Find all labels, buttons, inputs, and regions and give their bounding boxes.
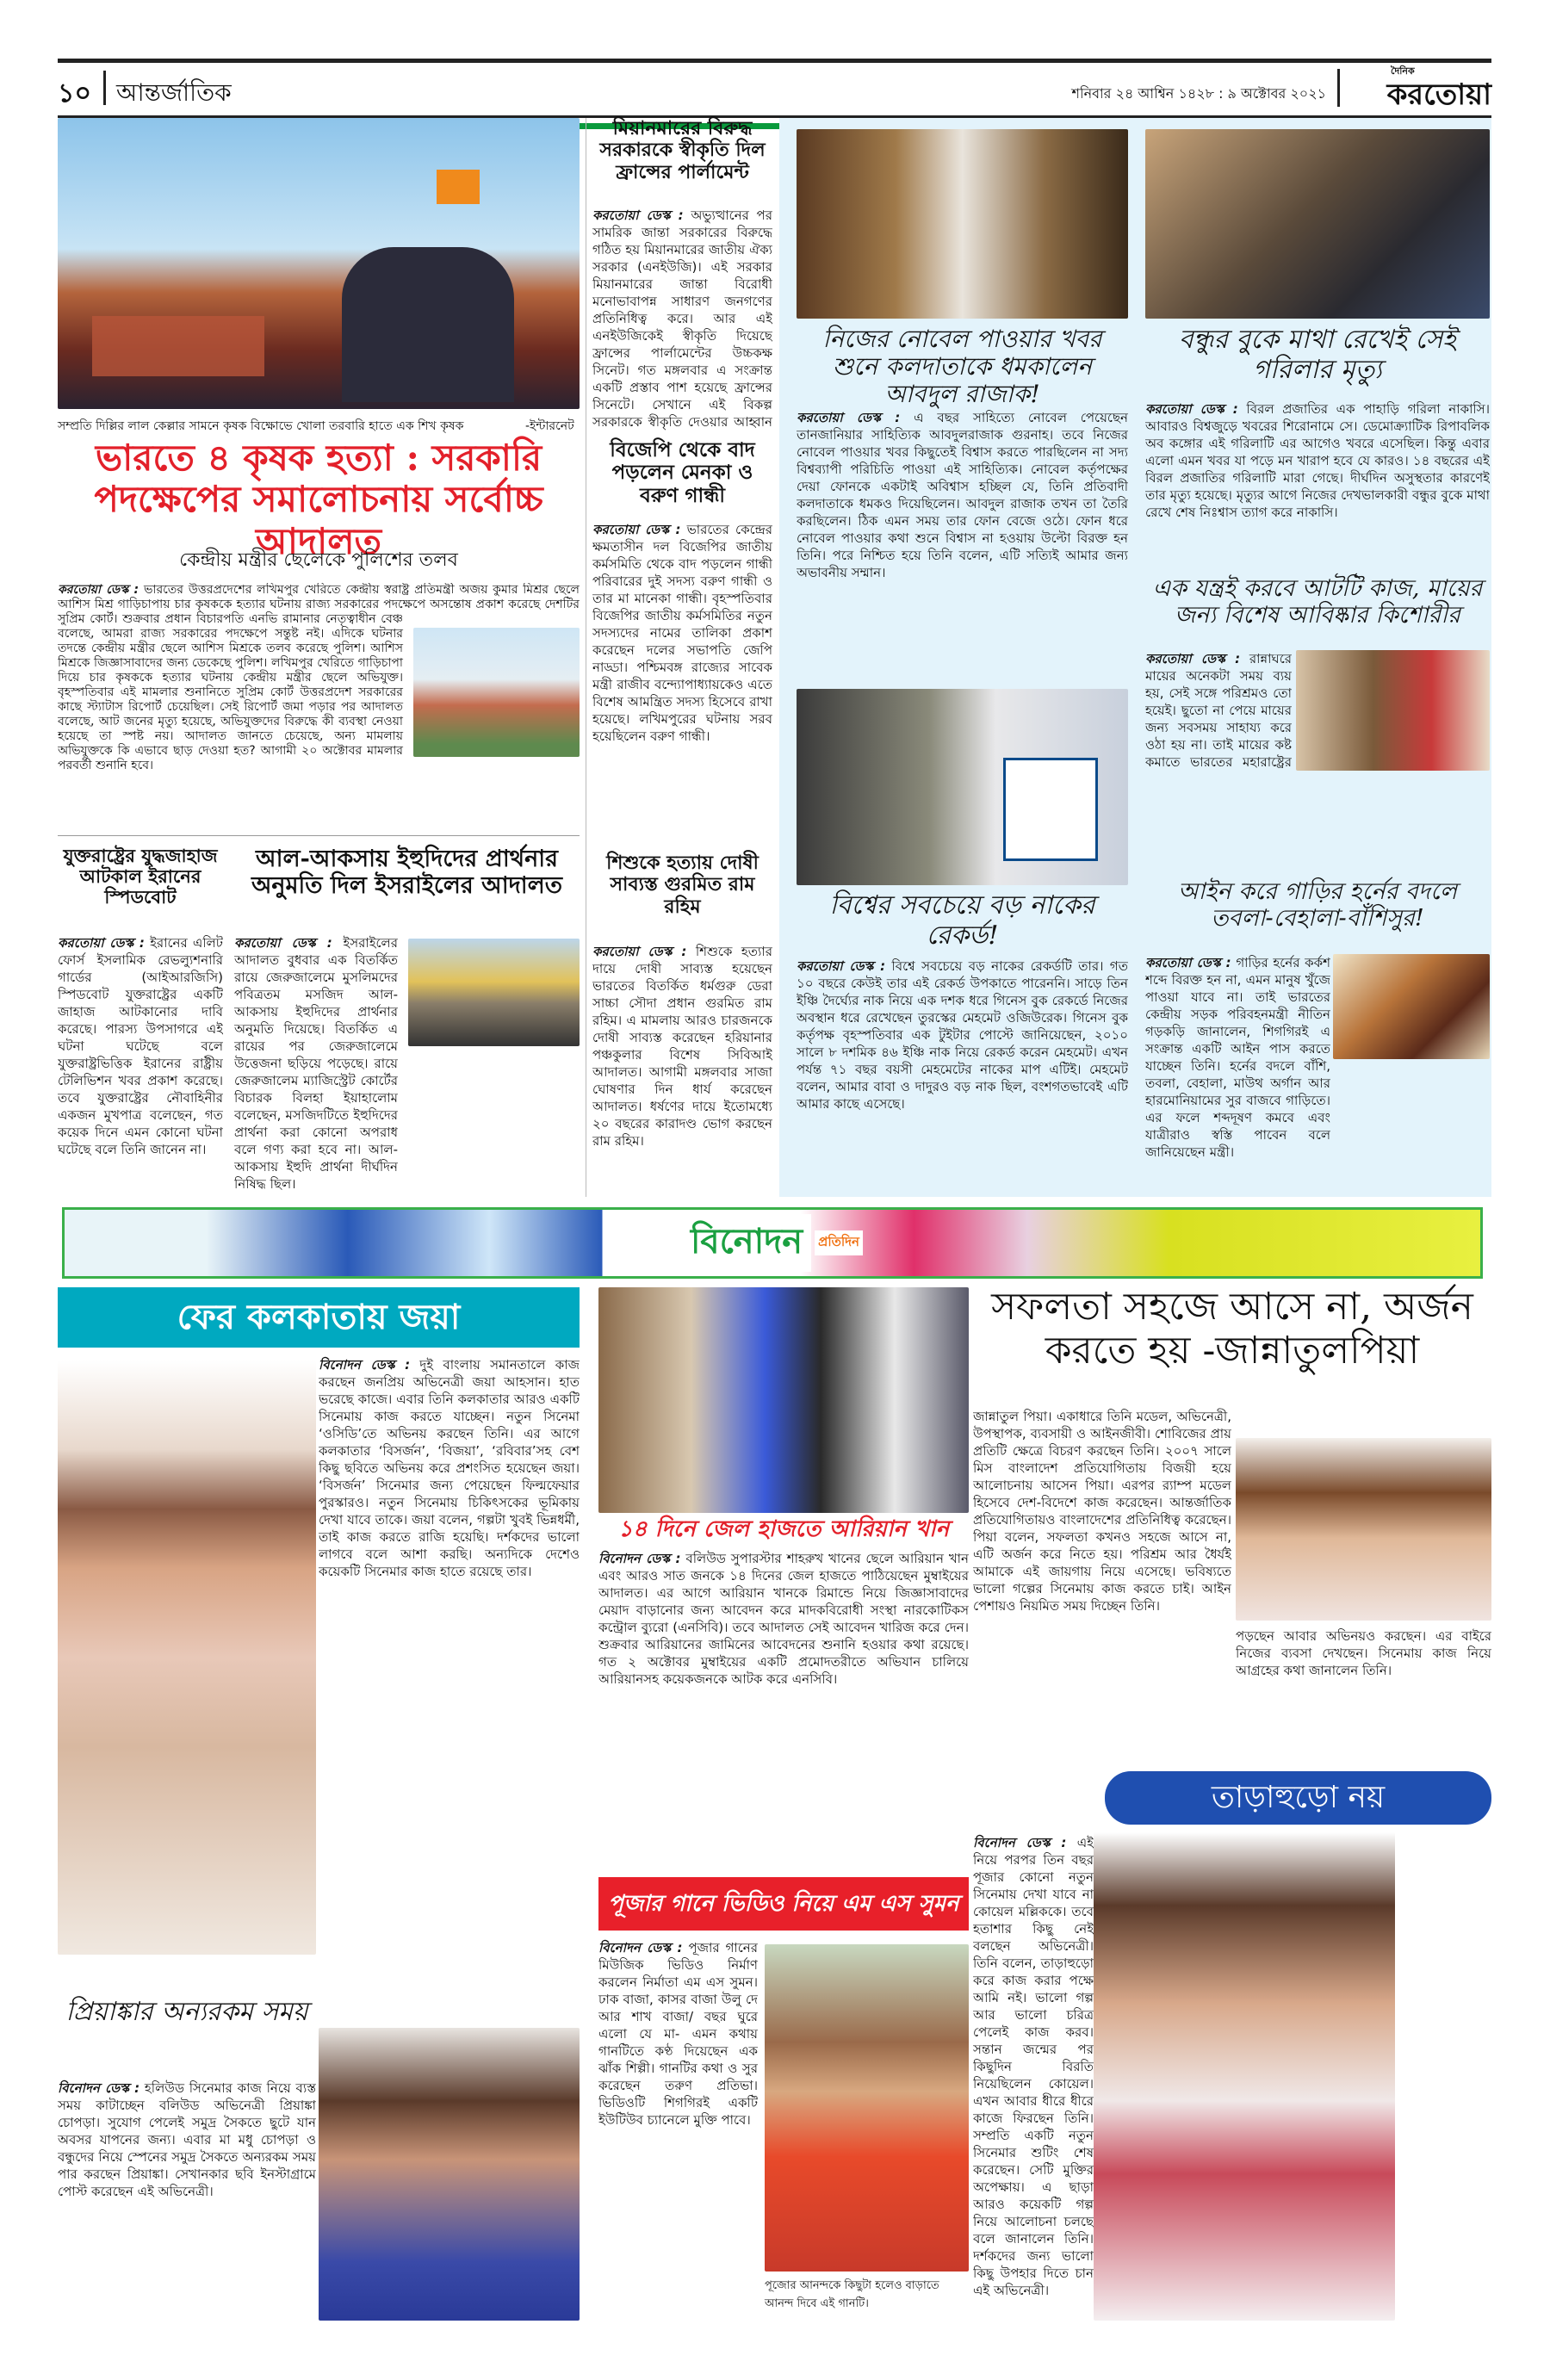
entertainment-banner <box>62 1207 1483 1279</box>
story-headline: আল-আকসায় ইহুদিদের প্রার্থনার অনুমতি দিল ইসরাইলের আদালত <box>251 846 562 900</box>
story-body <box>592 207 772 431</box>
dateline: বিনোদন ডেস্ক : <box>973 1835 1067 1850</box>
story-body <box>598 1550 969 1869</box>
lead-subheadline: কেন্দ্রীয় মন্ত্রীর ছেলেকে পুলিশের তলব <box>179 549 458 571</box>
story-headline: বিজেপি থেকে বাদ পড়লেন মেনকা ও বরুণ গান্ধী <box>610 438 755 507</box>
dateline: করতোয়া ডেস্ক : <box>58 935 145 951</box>
ms-sumon-photo <box>765 1944 969 2272</box>
dateline: বিনোদন ডেস্ক : <box>58 2080 140 2096</box>
dateline: করতোয়া ডেস্ক : <box>1145 651 1241 666</box>
story-headline-box: পূজার গানে ভিডিও নিয়ে এম এস সুমন <box>598 1877 969 1931</box>
story-body <box>234 934 398 1197</box>
dateline: করতোয়া ডেস্ক : <box>797 410 901 425</box>
dateline: করতোয়া ডেস্ক : <box>592 522 681 537</box>
story-body-text: গাড়ির হর্নের কর্কশ শব্দে বিরক্ত হন না, এমন মানুষ খুঁজে পাওয়া যাবে না। তাই ভারতের কেন্দ্রীয় সড়ক পরিবহনমন্ত্রী নীতিন গড়কড়ি জানালেন, শিগগিরই এ সংক্রান্ত একটি আইন পাস করতে যাচ্ছেন তিনি। হর্নের বদলে বাঁশি, তবলা, বেহালা, মাউথ অর্গান আর হারমোনিয়ামের সুর বাজবে গাড়িতে। এর ফলে শব্দদূষণ কমবে এবং যাত্রীরাও স্বস্তি পাবেন বলে জানিয়েছেন মন্ত্রী। <box>1145 955 1330 1160</box>
story-body-cont <box>1399 1834 1491 2321</box>
story-body-text: জান্নাতুল পিয়া। একাধারে তিনি মডেল, অভিনেত্রী, উপস্থাপক, ব্যবসায়ী ও আইনজীবী। শোবিজের প্রায় প্রতিটি ক্ষেত্রে বিচরণ করছেন তিনি। ২০০৭ সালে মিস বাংলাদেশ প্রতিযোগিতায় বিজয়ী হয়ে আলোচনায় আসেন পিয়া। এরপর র‌্যাম্প মডেল হিসেবে দেশ-বিদেশে কাজ করেছেন। আন্তর্জাতিক প্রতিযোগিতায়ও বাংলাদেশের প্রতিনিধিত্ব করেছেন। পিয়া বলেন, সফলতা কখনও সহজে আসে না, এটি অর্জন করে নিতে হয়। পরিশ্রম আর ধৈর্যই আমাকে এই জায়গায় নিয়ে এসেছে। ভবিষ্যতে ভালো গল্পের সিনেমায় কাজ করতে চাই। আইন পেশায়ও নিয়মিত সময় দিচ্ছেন তিনি। <box>973 1409 1231 1614</box>
logo-text: করতোয়া <box>1386 77 1491 112</box>
story-body-text: অভ্যুত্থানের পর সামরিক জান্তা সরকারের বিরুদ্ধে গঠিত হয় মিয়ানমারের জাতীয় ঐক্য সরকার (এনইউজি)। এই সরকার মিয়ানমারের জান্তা বিরোধী মনোভাবাপন্ন সাধারণ জনগণের প্রতিনিধিত্ব করে। আর এই এনইউজিকেই স্বীকৃতি দিয়েছে ফ্রান্সের পার্লামেন্টের উচ্চকক্ষ সিনেট। গত মঙ্গলবার এ সংক্রান্ত একটি প্রস্তাব পাশ হয়েছে ফ্রান্সের সিনেটে। সেখানে এই বিকল্প সরকারকে স্বীকৃতি দেওয়ার আহ্বান <box>592 208 772 430</box>
story-body-text: ভারতের কেন্দ্রের ক্ষমতাসীন দল বিজেপির জাতীয় কর্মসমিতি থেকে বাদ পড়লেন গান্ধী পরিবারের দুই সদস্য বরুণ গান্ধী ও তার মা মানেকা গান্ধী। বৃহস্পতিবার বিজেপির জাতীয় কর্মসমিতির নতুন সদস্যদের নামের তালিকা প্রকাশ করেছেন দলের সভাপতি জেপি নাড্ডা। পশ্চিমবঙ্গ রাজ্যের সাবেক মন্ত্রী রাজীব বন্দ্যোপাধ্যায়কেও এতে বিশেষ আমন্ত্রিত সদস্য হিসেবে রাখা হয়েছে। লখিমপুরের ঘটনায় সরব হয়েছিলেন বরুণ গান্ধী। <box>592 522 772 744</box>
story-headline: ১৪ দিনে জেল হাজতে আরিয়ান খান <box>617 1516 950 1542</box>
priyanka-chopra-photo <box>319 2028 580 2321</box>
jannatul-piya-photo <box>1236 1438 1491 1621</box>
story-headline: এক যন্ত্রই করবে আটটি কাজ, মায়ের জন্য বিশেষ আবিষ্কার কিশোরীর <box>1152 575 1483 629</box>
story-body <box>598 1939 758 2322</box>
story-headline: মিয়ানমারের বিরুদ্ধ সরকারকে স্বীকৃতি দিল ফ্রান্সের পার্লামেন্ট <box>599 117 766 183</box>
crowd-shape <box>342 247 514 402</box>
story-headline-box: ফের কলকাতায় জয়া <box>58 1287 580 1348</box>
lead-photo-credit: -ইন্টারনেট <box>525 419 574 433</box>
musical-instruments-photo <box>1333 954 1490 1059</box>
story-body <box>58 934 223 1197</box>
story-body-text: বিরল প্রজাতির এক পাহাড়ি গরিলা নাকাসি। আবারও বিশ্বজুড়ে খবরের শিরোনামে সে। ডেমোক্র্যাটিক রিপাবলিক অব কঙ্গোর এই গরিলাটি এর আগেও খবরে এসেছিল। কিন্তু এবার এলো এমন খবর যা পড়ে মন খারাপ হবে যে কারও। ১৪ বছরের এই বিরল প্রজাতির গরিলাটি মারা গেছে। দীর্ঘদিন অসুস্থতার কারণেই তার মৃত্যু হয়েছে। মৃত্যুর আগে নিজের দেখভালকারী বন্ধুর বুকে মাথা রেখে শেষ নিঃশ্বাস ত্যাগ করে নাকাসি। <box>1145 401 1490 520</box>
story-headline: প্রিয়াঙ্কার অন্যরকম সময় <box>65 1997 308 2027</box>
story-body <box>592 521 772 840</box>
koel-mallick-photo <box>1094 1832 1395 2321</box>
story-body <box>1145 400 1490 568</box>
kitchen-machine-photo <box>1296 650 1490 771</box>
dateline: করতোয়া ডেস্ক : <box>592 944 687 959</box>
date-line: শনিবার ২৪ আশ্বিন ১৪২৮ : ৯ অক্টোবর ২০২১ <box>1071 85 1326 102</box>
story-headline: বিশ্বের সবচেয়ে বড় নাকের রেকর্ড! <box>829 890 1095 951</box>
story-body-cont <box>1145 775 1490 870</box>
story-body-text: শিশুকে হত্যার দায়ে দোষী সাব্যস্ত হয়েছেন ভারতের বিতর্কিত ধর্মগুরু ডেরা সাচ্চা সৌদা প্রধান গুরমিত রাম রহিম। এ মামলায় আরও চারজনকে দোষী সাব্যস্ত করেছেন হরিয়ানার পঞ্চকুলার বিশেষ সিবিআই আদালত। আগামী মঙ্গলবার সাজা ঘোষণার দিন ধার্য করেছেন আদালত। ধর্ষণের দায়ে ইতোমধ্যে ২০ বছরের কারাদণ্ড ভোগ করছেন রাম রহিম। <box>592 944 772 1149</box>
story-body-text: এ বছর সাহিত্যে নোবেল পেয়েছেন তানজানিয়ার সাহিত্যিক আবদুলরাজাক গুরনাহ। তবে নিজের নোবেল পাওয়ার খবর কিছুতেই বিশ্বাস করতে পারছিলেন না সদ্য বিশ্বব্যাপী পরিচিতি পাওয়া এই সাহিত্যিক। নোবেল কর্তৃপক্ষের দেয়া ফোনকে একটাই অবিশ্বাস হচ্ছিল যে, তিনি প্রতিবাদী কলদাতাকে ধমকও দিয়েছিলেন। আবদুল রাজাক তখন তা তৈরি করছিলেন। ঠিক এমন সময় তার ফোন বেজে ওঠে। ফোন ধরে নোবেল পাওয়ার কথা শুনে বিশ্বাস না হওয়ায় উল্টো বিরক্ত হন তিনি। পরে নিশ্চিত হয়ে তিনি বলেন, এটি সত্যিই আমার জন্য অভাবনীয় সম্মান। <box>797 410 1128 580</box>
story-body-text: হলিউড সিনেমার কাজ নিয়ে ব্যস্ত সময় কাটাচ্ছেন বলিউড অভিনেত্রী প্রিয়াঙ্কা চোপড়া। সুযোগ পেলেই সমুদ্র সৈকতে ছুটে যান অবসর যাপনের জন্য। এবার মা মধু চোপড়া ও বন্ধুদের নিয়ে স্পেনের সমুদ্র সৈকতে অন্যরকম সময় পার করছেন প্রিয়াঙ্কা। সেখানকার ছবি ইনস্টাগ্রামে পোস্ট করেছেন এই অভিনেত্রী। <box>58 2080 316 2199</box>
al-aqsa-photo <box>408 939 580 1046</box>
jaya-ahsan-photo <box>58 1360 316 1955</box>
logo-small: দৈনিক <box>1391 65 1415 77</box>
lead-photo-caption: সম্প্রতি দিল্লির লাল কেল্লার সামনে কৃষক বিক্ষোভে খোলা তরবারি হাতে এক শিখ কৃষক <box>58 419 464 433</box>
page-number: ১০ <box>58 78 91 108</box>
masthead-logo <box>1356 64 1491 112</box>
story-body-text: ইসরাইলের আদালত বুধবার এক বিতর্কিত রায়ে জেরুজালেমে মুসলিমদের পবিত্রতম মসজিদ আল-আকসায় ইহুদিদের প্রার্থনার অনুমতি দিয়েছে। বিতর্কিত এ রায়ের পর জেরুজালেমে উত্তেজনা ছড়িয়ে পড়েছে। রায়ে জেরুজালেম ম্যাজিস্ট্রেট কোর্টের বিচারক বিলহা ইয়াহালোম বলেছেন, মসজিদটিতে ইহুদিদের প্রার্থনা করা কোনো অপরাধ বলে গণ্য করা হবে না। আল-আকসায় ইহুদি প্রার্থনা দীর্ঘদিন নিষিদ্ধ ছিল। <box>234 935 398 1192</box>
story-body-text: পূজার গানের মিউজিক ভিডিও নির্মাণ করলেন নির্মাতা এম এস সুমন। ঢাক বাজা, কাসর বাজা উলু দে আর শাখ বাজা/ বছর ঘুরে এলো যে মা- এমন কথায় গানটিতে কণ্ঠ দিয়েছেন এক ঝাঁক শিল্পী। গানটির কথা ও সুর করেছেন তরুণ প্রতিভা। ভিডিওটি শিগগিরই একটি ইউটিউব চ্যানেলে মুক্তি পাবে। <box>598 1940 758 2128</box>
story-headline: নিজের নোবেল পাওয়ার খবর শুনে কলদাতাকে ধমকালেন আবদুল রাজাক! <box>822 325 1102 409</box>
dateline: করতোয়া ডেস্ক : <box>234 935 332 951</box>
story-body <box>58 2079 316 2321</box>
story-headline: বন্ধুর বুকে মাথা রেখেই সেই গরিলার মৃত্যু <box>1179 325 1456 385</box>
story-body-cont <box>408 1052 580 1197</box>
story-headline: যুক্তরাষ্ট্রের যুদ্ধজাহাজ আটকাল ইরানের স্পিডবোট <box>63 845 218 908</box>
dateline: বিনোদন ডেস্ক : <box>598 1551 681 1566</box>
story-headline: আইন করে গাড়ির হর্নের বদলে তবলা-বেহালা-বাঁশিসুর! <box>1177 878 1458 933</box>
dateline: বিনোদন ডেস্ক : <box>319 1357 411 1373</box>
lead-body <box>58 583 580 828</box>
story-body <box>1145 954 1330 1195</box>
abdulrazak-gurnah-photo <box>797 129 1128 319</box>
red-fort-shape <box>92 316 264 376</box>
flag-shape <box>437 170 480 204</box>
dateline: বিনোদন ডেস্ক : <box>598 1940 683 1955</box>
lead-body-text: ভারতের উত্তরপ্রদেশের লখিমপুর খেরিতে কেন্দ্রীয় স্বরাষ্ট্র প্রতিমন্ত্রী অজয় কুমার মিশ্রর ছেলে আশিস মিশ্র গাড়িচাপায় চার কৃষককে হত্যার ঘটনায় রাজ্য সরকারের পদক্ষেপে অসন্তোষ প্রকাশ করেছে দেশটির সুপ্রিম কোর্ট। শুক্রবার প্রধান বিচারপতি এনভি রামানার নেতৃত্বাধীন বেঞ্চ বলেছে, আমরা রাজ্য সরকারের পদক্ষেপে সন্তুষ্ট নই। এদিকে ঘটনার তদন্তে কেন্দ্রীয় মন্ত্রীর ছেলে আশিস মিশ্রকে তলব করেছে পুলিশ। আশিস মিশ্রকে জিজ্ঞাসাবাদের জন্য ডেকেছে পুলিশ। লখিমপুর খেরিতে গাড়িচাপা দিয়ে চার কৃষককে হত্যার ঘটনায় কেন্দ্রীয় মন্ত্রীর ছেলে অভিযুক্ত। বৃহস্পতিবার এই মামলার শুনানিতে সুপ্রিম কোর্ট উত্তরপ্রদেশ সরকারের কাছে স্ট্যাটাস রিপোর্ট চেয়েছিল। সেই রিপোর্ট জমা পড়ার পর আদালত বলেছে, আট জনের মৃত্যু হয়েছে, অভিযুক্তদের বিরুদ্ধে কী ব্যবস্থা নেওয়া হয়েছে তা স্পষ্ট নয়। আদালত জানতে চেয়েছে, অন্য মামলায় অভিযুক্তকে কি এভাবে ছাড় দেওয়া হত? আগামী ২০ অক্টোবর মামলার পরবর্তী শুনানি হবে। <box>58 583 580 772</box>
mehmet-ozyurek-photo <box>797 689 1128 885</box>
story-headline: সফলতা সহজে আসে না, অর্জন করতে হয় -জান্নাতুলপিয়া <box>991 1285 1473 1373</box>
lead-headline: ভারতে ৪ কৃষক হত্যা : সরকারি পদক্ষেপের সমালোচনায় সর্বোচ্চ আদালত <box>94 437 543 562</box>
story-body-text: দুই বাংলায় সমানতালে কাজ করছেন জনপ্রিয় অভিনেত্রী জয়া আহসান। হাত ভরেছে কাজে। এবার তিনি কলকাতার আরও একটি সিনেমায় কাজ করতে যাচ্ছেন। নতুন সিনেমা ‘ওসিডি’তে অভিনয় করছেন তিনি। এর আগে কলকাতার ‘বিসর্জন’, ‘বিজয়া’, ‘রবিবার’সহ বেশ কিছু ছবিতে অভিনয় করে প্রশংসিত হয়েছেন জয়া। ‘বিসর্জন’ সিনেমার জন্য পেয়েছেন ফিল্মফেয়ার পুরস্কারও। নতুন সিনেমায় চিকিৎসকের ভূমিকায় দেখা যাবে তাকে। জয়া বলেন, গল্পটা খুবই ভিন্নধর্মী, তাই কাজ করতে রাজি হয়েছি। দর্শকদের ভালো লাগবে বলে আশা করছি। অন্যদিকে দেশেও কয়েকটি সিনেমার কাজ হাতে রয়েছে তার। <box>319 1357 580 1579</box>
story-body <box>592 943 772 1197</box>
story-body <box>973 1834 1094 2321</box>
story-body <box>319 1356 580 1976</box>
story-body-text: রান্নাঘরে মায়ের অনেকটা সময় ব্যয় হয়, সেই সঙ্গে পরিশ্রমও তো হয়েই। ছুতো না পেয়ে মায়ের জন্য সবসময় সাহায্য করে ওঠা হয় না। তাই মায়ের কষ্ট কমাতে ভারতের মহারাষ্ট্রের <box>1145 651 1292 770</box>
dateline: করতোয়া ডেস্ক : <box>1145 955 1231 970</box>
story-body-text: বিশ্বে সবচেয়ে বড় নাকের রেকর্ডটি তার। গত ১০ বছরে কেউই তার এই রেকর্ড উপকাতে পারেননি। সাড়ে তিন ইঞ্চি দৈর্ঘ্যের নাক নিয়ে এক দশক ধরে গিনেস বুক রেকর্ডে নিজের অবস্থান ধরে রেখেছেন তুরস্কের মেহমেট ওজিউরেক। গিনেস বুক কর্তৃপক্ষ বৃহস্পতিবার এক টুইটার পোস্টে জানিয়েছেন, ২০১০ সালে ৮ দশমিক ৪৬ ইঞ্চি নাক নিয়ে রেকর্ড করেন মেহমেট। এখন পর্যন্ত ৭১ বছর বয়সী মেহমেটের নাকের মাপ এটিই। মেহমেট বলেন, আমার বাবা ও দাদুরও বড় নাক ছিল, বংশগতভাবেই এটি আমার কাছে এসেছে। <box>797 958 1128 1112</box>
dateline: করতোয়া ডেস্ক : <box>58 583 140 597</box>
photo-caption: পড়ছেন আবার অভিনয়ও করছেন। এর বাইরে নিজের ব্যবসা দেখছেন। সিনেমায় কাজ নিয়ে আগ্রহের কথা জানালেন তিনি। <box>1236 1628 1491 1678</box>
dateline: করতোয়া ডেস্ক : <box>592 208 684 223</box>
story-body-text: এই নিয়ে পরপর তিন বছর পূজার কোনো নতুন সিনেমায় দেখা যাবে না কোয়েল মল্লিককে। তবে হতাশার কিছু নেই বলছেন অভিনেত্রী। তিনি বলেন, তাড়াহুড়ো করে কাজ করার পক্ষে আমি নই। ভালো গল্প আর ভালো চরিত্র পেলেই কাজ করব। সন্তান জন্মের পর কিছুদিন বিরতি নিয়েছিলেন কোয়েল। এখন আবার ধীরে ধীরে কাজে ফিরছেন তিনি। সম্প্রতি একটি নতুন সিনেমার শুটিং শেষ করেছেন। সেটি মুক্তির অপেক্ষায়। এ ছাড়া আরও কয়েকটি গল্প নিয়ে আলোচনা চলছে বলে জানালেন তিনি। দর্শকদের জন্য ভালো কিছু উপহার দিতে চান এই অভিনেত্রী। <box>973 1835 1094 2298</box>
dateline: করতোয়া ডেস্ক : <box>1145 401 1238 417</box>
story-body-text: ইরানের এলিট ফোর্স ইসলামিক রেভল্যুশনারি গার্ডের (আইআরজিসি) স্পিডবোট যুক্তরাষ্ট্রের একটি জাহাজ আটকানোর দাবি করেছে। পারস্য উপসাগরে এই ঘটনা ঘটেছে বলে যুক্তরাষ্ট্রভিত্তিক ইরানের রাষ্ট্রীয় টেলিভিশন খবর প্রকাশ করেছে। তবে যুক্তরাষ্ট্রের নৌবাহিনীর একজন মুখপাত্র বলেছেন, গত কয়েক দিনে এমন কোনো ঘটনা ঘটেছে বলে তিনি জানেন না। <box>58 935 223 1157</box>
aryan-khan-photo <box>598 1287 969 1513</box>
story-body-text: বলিউড সুপারস্টার শাহরুখ খানের ছেলে আরিয়ান খান এবং আরও সাত জনকে ১৪ দিনের জেল হাজতে পাঠিয়েছেন মুম্বাইয়ের আদালত। এর আগে আরিয়ান খানকে রিমান্ডে নিয়ে জিজ্ঞাসাবাদের মেয়াদ বাড়ানোর জন্য আবেদন করে মাদকবিরোধী সংস্থা নারকোটিকস কন্ট্রোল ব্যুরো (এনসিবি)। তবে আদালত সেই আবেদন খারিজ করে দেন। শুক্রবার আরিয়ানের জামিনের আবেদনের শুনানি হওয়ার কথা রয়েছে। গত ২ অক্টোবর মুম্বাইয়ের একটি প্রমোদতরীতে অভিযান চালিয়ে আরিয়ানসহ কয়েকজনকে আটক করে এনসিবি। <box>598 1551 969 1687</box>
dateline: করতোয়া ডেস্ক : <box>797 958 886 974</box>
banner-subtitle: প্রতিদিন <box>815 1230 863 1255</box>
story-body <box>797 958 1128 1194</box>
gorilla-photo <box>1145 129 1490 319</box>
divider <box>1337 69 1340 107</box>
story-body <box>973 1408 1231 1726</box>
story-headline: শিশুকে হত্যায় দোষী সাব্যস্ত গুরমিত রাম রহিম <box>606 852 759 918</box>
story-headline-pill: তাড়াহুড়ো নয় <box>1105 1771 1491 1825</box>
section-title: আন্তর্জাতিক <box>116 78 232 107</box>
guinness-certificate <box>1003 758 1098 861</box>
lead-photo-farmers-protest <box>58 118 580 409</box>
supreme-court-photo <box>413 628 580 757</box>
banner-title: বিনোদন <box>682 1214 811 1272</box>
top-rule <box>58 59 1491 63</box>
divider <box>103 71 106 105</box>
divider <box>58 835 580 836</box>
story-body <box>797 409 1128 680</box>
story-body <box>1145 650 1292 771</box>
photo-caption: পূজোর আনন্দকে কিছুটা হলেও বাড়াতে আনন্দ দিবে এই গানটি। <box>765 2279 939 2310</box>
